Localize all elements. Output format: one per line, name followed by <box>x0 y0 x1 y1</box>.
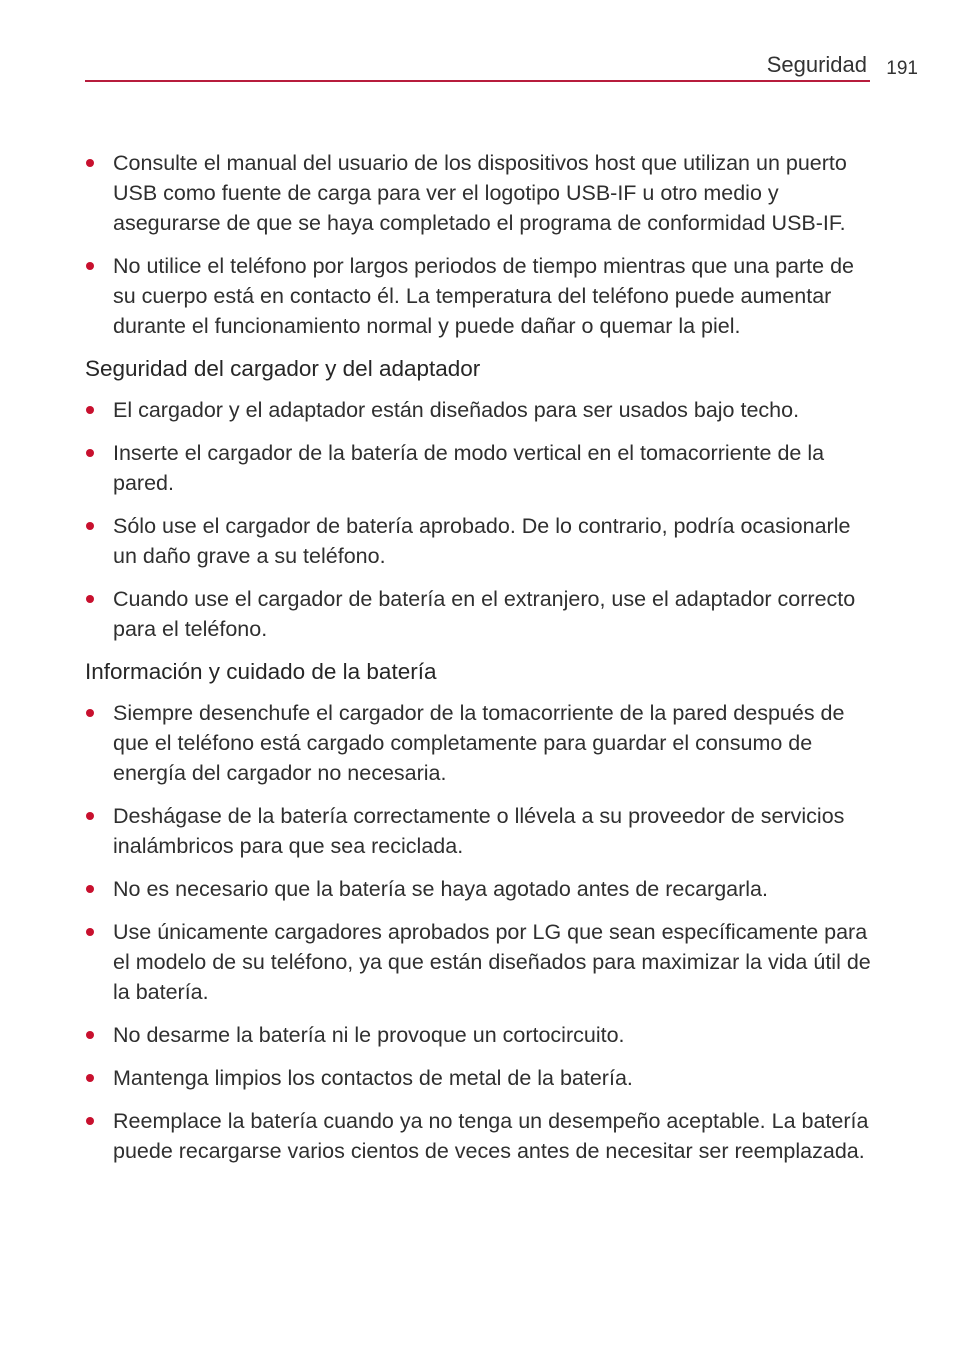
list-item <box>85 395 875 425</box>
list-item-text: No utilice el teléfono por largos periodos de tiempo mientras que una parte de su cuerpo está en contacto él. La temperatura del teléfono puede aumentar durante el funcionamiento normal y puede dañar o quemar la piel. <box>113 254 855 338</box>
list-item <box>85 511 875 571</box>
list-item-text: Inserte el cargador de la batería de modo vertical en el tomacorriente de la pared. <box>113 441 825 495</box>
bullet-icon <box>86 709 94 717</box>
list-item <box>85 698 875 788</box>
list-item <box>85 438 875 498</box>
list-item <box>85 1063 875 1093</box>
list-item <box>85 1106 875 1166</box>
list-item-text: No es necesario que la batería se haya agotado antes de recargarla. <box>113 877 768 901</box>
list-item-text: Siempre desenchufe el cargador de la tomacorriente de la pared después de que el teléfono está cargado completamente para guardar el consumo de energía del cargador no necesaria. <box>113 701 845 785</box>
bullet-icon <box>86 159 94 167</box>
bullet-list-charger <box>85 395 875 644</box>
list-item <box>85 584 875 644</box>
bullet-list-general <box>85 148 875 341</box>
list-item <box>85 917 875 1007</box>
list-item-text: Reemplace la batería cuando ya no tenga un desempeño aceptable. La batería puede recargarse varios cientos de veces antes de necesitar ser reemplazada. <box>113 1109 869 1163</box>
list-item-text: El cargador y el adaptador están diseñados para ser usados bajo techo. <box>113 398 800 422</box>
bullet-icon <box>86 885 94 893</box>
list-item-text: Deshágase de la batería correctamente o llévela a su proveedor de servicios inalámbricos para que sea reciclada. <box>113 804 845 858</box>
list-item-text: Consulte el manual del usuario de los dispositivos host que utilizan un puerto USB como fuente de carga para ver el logotipo USB-IF u otro medio y asegurarse de que se haya completado el programa de conformidad USB-IF. <box>113 151 847 235</box>
section-heading-battery: Información y cuidado de la batería <box>85 659 437 684</box>
list-item <box>85 874 875 904</box>
bullet-list-battery <box>85 698 875 1166</box>
list-item <box>85 251 875 341</box>
list-item-text: Mantenga limpios los contactos de metal de la batería. <box>113 1066 633 1090</box>
list-item-text: No desarme la batería ni le provoque un cortocircuito. <box>113 1023 625 1047</box>
bullet-icon <box>86 262 94 270</box>
bullet-icon <box>86 812 94 820</box>
list-item-text: Sólo use el cargador de batería aprobado. De lo contrario, podría ocasionarle un daño grave a su teléfono. <box>113 514 851 568</box>
section-heading-charger: Seguridad del cargador y del adaptador <box>85 356 481 381</box>
list-item <box>85 1020 875 1050</box>
section-title: Seguridad <box>766 52 867 77</box>
list-item <box>85 801 875 861</box>
list-item <box>85 148 875 238</box>
bullet-icon <box>86 1074 94 1082</box>
page-content <box>85 148 875 1179</box>
bullet-icon <box>86 928 94 936</box>
header-divider <box>85 80 870 82</box>
bullet-icon <box>86 1031 94 1039</box>
page-header <box>85 48 918 88</box>
list-item-text: Cuando use el cargador de batería en el extranjero, use el adaptador correcto para el teléfono. <box>113 587 856 641</box>
page-number: 191 <box>886 58 918 79</box>
bullet-icon <box>86 595 94 603</box>
bullet-icon <box>86 522 94 530</box>
list-item-text: Use únicamente cargadores aprobados por LG que sean específicamente para el modelo de su teléfono, ya que están diseñados para maximizar la vida útil de la batería. <box>113 920 871 1004</box>
bullet-icon <box>86 406 94 414</box>
bullet-icon <box>86 449 94 457</box>
bullet-icon <box>86 1117 94 1125</box>
